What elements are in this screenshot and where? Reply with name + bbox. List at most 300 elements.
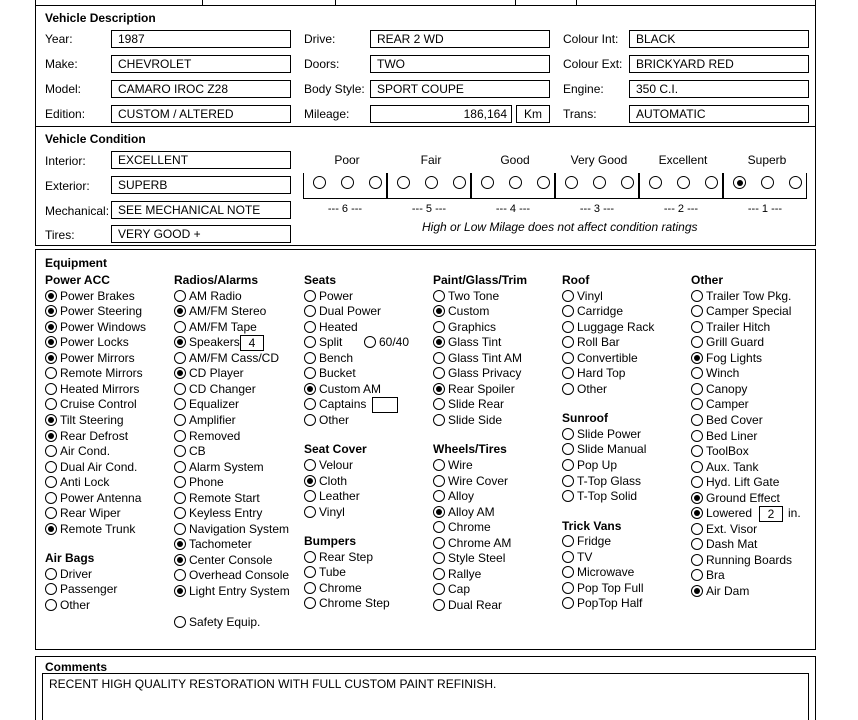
radio-unchecked[interactable] bbox=[433, 459, 445, 471]
make-label: Make: bbox=[45, 57, 78, 71]
radio-unchecked[interactable] bbox=[304, 582, 316, 594]
condition-radio-4[interactable] bbox=[425, 176, 438, 189]
radio-unchecked[interactable] bbox=[174, 445, 186, 457]
equipment-option[interactable] bbox=[174, 289, 302, 304]
radio-unchecked[interactable] bbox=[304, 414, 316, 426]
condition-radio-5[interactable] bbox=[453, 176, 466, 189]
radio-unchecked[interactable] bbox=[174, 414, 186, 426]
radio-unchecked[interactable] bbox=[691, 476, 703, 488]
equipment-option[interactable] bbox=[562, 442, 690, 457]
model-field[interactable]: CAMARO IROC Z28 bbox=[111, 80, 291, 98]
equipment-option-label: Dual Power bbox=[319, 304, 382, 319]
equipment-option[interactable] bbox=[433, 598, 561, 613]
equipment-option[interactable] bbox=[304, 304, 432, 319]
equipment-option[interactable] bbox=[45, 567, 173, 582]
radio-checked[interactable] bbox=[45, 305, 57, 317]
equipment-option[interactable] bbox=[691, 289, 819, 304]
make-field[interactable]: CHEVROLET bbox=[111, 55, 291, 73]
equipment-group-head: Seats bbox=[304, 273, 337, 287]
condition-label-5: Superb bbox=[747, 153, 787, 167]
equipment-group-head: Trick Vans bbox=[562, 518, 622, 533]
radio-unchecked[interactable] bbox=[304, 459, 316, 471]
equipment-option[interactable] bbox=[433, 351, 561, 366]
equipment-option[interactable] bbox=[45, 289, 173, 304]
radio-unchecked[interactable] bbox=[562, 290, 574, 302]
condition-radio-8[interactable] bbox=[537, 176, 550, 189]
radio-unchecked[interactable] bbox=[433, 367, 445, 379]
equipment-option[interactable] bbox=[562, 534, 690, 549]
radio-unchecked[interactable] bbox=[691, 523, 703, 535]
equipment-option[interactable] bbox=[174, 475, 302, 490]
equipment-option[interactable] bbox=[45, 382, 173, 397]
condition-label-3: Very Good bbox=[570, 153, 628, 167]
equipment-option-label: Style Steel bbox=[448, 551, 506, 566]
equipment-option[interactable] bbox=[45, 397, 173, 412]
equipment-option[interactable] bbox=[45, 444, 173, 459]
equipment-option-label: Velour bbox=[319, 458, 354, 473]
radio-checked[interactable] bbox=[45, 336, 57, 348]
radio-checked[interactable] bbox=[174, 336, 186, 348]
equipment-option-label: Remote Trunk bbox=[60, 521, 136, 536]
radio-unchecked[interactable] bbox=[562, 321, 574, 333]
equipment-option[interactable] bbox=[304, 565, 432, 580]
equipment-option[interactable] bbox=[174, 506, 302, 521]
equipment-option[interactable] bbox=[433, 505, 561, 520]
radio-unchecked[interactable] bbox=[304, 321, 316, 333]
equipment-value-box[interactable] bbox=[372, 397, 398, 413]
equipment-option-label: ToolBox bbox=[706, 444, 749, 459]
radio-unchecked[interactable] bbox=[45, 445, 57, 457]
equipment-option[interactable] bbox=[304, 505, 432, 520]
equipment-option[interactable] bbox=[174, 522, 302, 537]
colour-int-field[interactable]: BLACK bbox=[629, 30, 809, 48]
equipment-option[interactable] bbox=[691, 320, 819, 335]
condition-radio-0[interactable] bbox=[313, 176, 326, 189]
equipment-option[interactable] bbox=[433, 520, 561, 535]
radio-unchecked[interactable] bbox=[174, 616, 186, 628]
trans-field[interactable]: AUTOMATIC bbox=[629, 105, 809, 123]
radio-unchecked[interactable] bbox=[433, 583, 445, 595]
equipment-option[interactable] bbox=[45, 304, 173, 319]
equipment-option-label: Alloy AM bbox=[448, 504, 495, 519]
radio-checked[interactable] bbox=[45, 321, 57, 333]
equipment-option[interactable] bbox=[562, 489, 690, 504]
equipment-option[interactable] bbox=[174, 304, 302, 319]
radio-unchecked[interactable] bbox=[562, 367, 574, 379]
year-field[interactable]: 1987 bbox=[111, 30, 291, 48]
equipment-option-label: Leather bbox=[319, 489, 360, 504]
equipment-option[interactable] bbox=[364, 335, 424, 350]
radio-unchecked[interactable] bbox=[562, 305, 574, 317]
equipment-group-head: Seat Cover bbox=[304, 442, 367, 457]
radio-unchecked[interactable] bbox=[562, 352, 574, 364]
radio-unchecked[interactable] bbox=[174, 321, 186, 333]
equipment-option[interactable] bbox=[562, 427, 690, 442]
equipment-option[interactable] bbox=[433, 413, 561, 428]
condition-radio-7[interactable] bbox=[509, 176, 522, 189]
radio-checked[interactable] bbox=[304, 475, 316, 487]
radio-unchecked[interactable] bbox=[433, 552, 445, 564]
equipment-option-label: Tilt Steering bbox=[60, 412, 124, 427]
radio-checked[interactable] bbox=[45, 523, 57, 535]
equipment-option[interactable] bbox=[691, 335, 819, 350]
equipment-option[interactable] bbox=[691, 382, 819, 397]
condition-radio-1[interactable] bbox=[341, 176, 354, 189]
condition-radio-9[interactable] bbox=[565, 176, 578, 189]
radio-unchecked[interactable] bbox=[304, 305, 316, 317]
equipment-option[interactable] bbox=[304, 596, 432, 611]
radio-checked[interactable] bbox=[45, 290, 57, 302]
radio-unchecked[interactable] bbox=[45, 476, 57, 488]
equipment-option[interactable] bbox=[174, 335, 302, 350]
equipment-option[interactable] bbox=[691, 491, 819, 506]
equipment-option[interactable] bbox=[691, 351, 819, 366]
equipment-option[interactable] bbox=[562, 320, 690, 335]
equipment-option[interactable] bbox=[433, 320, 561, 335]
radio-unchecked[interactable] bbox=[304, 566, 316, 578]
radio-unchecked[interactable] bbox=[304, 597, 316, 609]
equipment-option[interactable] bbox=[45, 475, 173, 490]
radio-unchecked[interactable] bbox=[691, 321, 703, 333]
radio-unchecked[interactable] bbox=[304, 398, 316, 410]
equipment-option[interactable] bbox=[45, 366, 173, 381]
equipment-option-label: Rear Wiper bbox=[60, 506, 121, 521]
equipment-option[interactable] bbox=[562, 289, 690, 304]
radio-unchecked[interactable] bbox=[174, 383, 186, 395]
radio-checked[interactable] bbox=[691, 507, 703, 519]
radio-unchecked[interactable] bbox=[562, 475, 574, 487]
radio-unchecked[interactable] bbox=[45, 398, 57, 410]
equipment-option[interactable] bbox=[304, 413, 432, 428]
radio-unchecked[interactable] bbox=[562, 336, 574, 348]
condition-radio-2[interactable] bbox=[369, 176, 382, 189]
equipment-option[interactable] bbox=[174, 382, 302, 397]
equipment-option[interactable] bbox=[562, 458, 690, 473]
radio-checked[interactable] bbox=[174, 367, 186, 379]
radio-unchecked[interactable] bbox=[174, 523, 186, 535]
equipment-option[interactable] bbox=[562, 565, 690, 580]
equipment-value-box[interactable]: 2 bbox=[759, 506, 783, 522]
equipment-option[interactable] bbox=[691, 553, 819, 568]
radio-checked[interactable] bbox=[174, 585, 186, 597]
radio-unchecked[interactable] bbox=[433, 568, 445, 580]
condition-radio-15[interactable] bbox=[733, 176, 746, 189]
equipment-option[interactable] bbox=[433, 551, 561, 566]
equipment-option[interactable] bbox=[691, 568, 819, 583]
equipment-group-head: Other bbox=[691, 273, 724, 287]
radio-checked[interactable] bbox=[433, 383, 445, 395]
radio-unchecked[interactable] bbox=[433, 290, 445, 302]
equipment-option[interactable] bbox=[691, 366, 819, 381]
equipment-option[interactable] bbox=[433, 582, 561, 597]
radio-unchecked[interactable] bbox=[45, 583, 57, 595]
radio-unchecked[interactable] bbox=[174, 398, 186, 410]
radio-unchecked[interactable] bbox=[433, 414, 445, 426]
equipment-option[interactable] bbox=[174, 351, 302, 366]
radio-checked[interactable] bbox=[691, 352, 703, 364]
radio-checked[interactable] bbox=[691, 492, 703, 504]
equipment-option[interactable] bbox=[433, 289, 561, 304]
equipment-option-label: Canopy bbox=[706, 381, 748, 396]
equipment-option[interactable] bbox=[174, 568, 302, 583]
radio-unchecked[interactable] bbox=[45, 383, 57, 395]
equipment-option[interactable] bbox=[304, 458, 432, 473]
radio-unchecked[interactable] bbox=[691, 430, 703, 442]
equipment-option[interactable] bbox=[691, 397, 819, 412]
equipment-option[interactable] bbox=[45, 413, 173, 428]
equipment-option[interactable] bbox=[304, 366, 432, 381]
radio-unchecked[interactable] bbox=[691, 445, 703, 457]
equipment-option[interactable] bbox=[174, 413, 302, 428]
condition-radio-11[interactable] bbox=[621, 176, 634, 189]
radio-unchecked[interactable] bbox=[691, 569, 703, 581]
equipment-option[interactable] bbox=[433, 382, 561, 397]
equipment-option[interactable] bbox=[304, 351, 432, 366]
equipment-option[interactable] bbox=[174, 584, 302, 599]
equipment-option[interactable] bbox=[174, 320, 302, 335]
equipment-option[interactable] bbox=[433, 366, 561, 381]
radio-unchecked[interactable] bbox=[174, 352, 186, 364]
equipment-option-label: Power Brakes bbox=[60, 288, 135, 303]
equipment-option[interactable] bbox=[45, 506, 173, 521]
radio-unchecked[interactable] bbox=[433, 321, 445, 333]
equipment-option[interactable] bbox=[433, 567, 561, 582]
radio-unchecked[interactable] bbox=[562, 551, 574, 563]
condition-radio-10[interactable] bbox=[593, 176, 606, 189]
radio-checked[interactable] bbox=[45, 430, 57, 442]
equipment-option[interactable] bbox=[562, 304, 690, 319]
radio-unchecked[interactable] bbox=[562, 428, 574, 440]
equipment-option[interactable] bbox=[691, 475, 819, 490]
equipment-option[interactable] bbox=[433, 474, 561, 489]
equipment-option[interactable] bbox=[691, 413, 819, 428]
equipment-option[interactable] bbox=[691, 537, 819, 552]
radio-unchecked[interactable] bbox=[45, 599, 57, 611]
equipment-option[interactable] bbox=[45, 522, 173, 537]
equipment-option[interactable] bbox=[45, 320, 173, 335]
equipment-option[interactable] bbox=[691, 522, 819, 537]
equipment-option[interactable] bbox=[691, 304, 819, 319]
radio-unchecked[interactable] bbox=[174, 290, 186, 302]
radio-checked[interactable] bbox=[174, 554, 186, 566]
body-style-field[interactable]: SPORT COUPE bbox=[370, 80, 550, 98]
condition-radio-16[interactable] bbox=[761, 176, 774, 189]
radio-checked[interactable] bbox=[433, 336, 445, 348]
radio-checked[interactable] bbox=[174, 538, 186, 550]
equipment-option[interactable] bbox=[174, 444, 302, 459]
equipment-option[interactable] bbox=[433, 397, 561, 412]
condition-label-0: Poor bbox=[334, 153, 360, 167]
equipment-option[interactable] bbox=[45, 460, 173, 475]
radio-unchecked[interactable] bbox=[562, 597, 574, 609]
equipment-option[interactable] bbox=[562, 550, 690, 565]
equipment-option[interactable] bbox=[562, 351, 690, 366]
radio-unchecked[interactable] bbox=[45, 367, 57, 379]
equipment-option[interactable] bbox=[45, 598, 173, 613]
equipment-option[interactable] bbox=[691, 584, 819, 599]
equipment-option-label: Safety Equip. bbox=[189, 615, 261, 630]
condition-radio-14[interactable] bbox=[705, 176, 718, 189]
radio-unchecked[interactable] bbox=[691, 383, 703, 395]
equipment-option[interactable] bbox=[562, 366, 690, 381]
radio-checked[interactable] bbox=[433, 305, 445, 317]
equipment-option[interactable] bbox=[45, 582, 173, 597]
mechanical-field[interactable]: SEE MECHANICAL NOTE bbox=[111, 201, 291, 219]
equipment-option[interactable] bbox=[304, 550, 432, 565]
equipment-option-label: Tube bbox=[319, 565, 346, 580]
equipment-value-box[interactable]: 4 bbox=[240, 335, 264, 351]
equipment-option[interactable] bbox=[174, 429, 302, 444]
radio-unchecked[interactable] bbox=[433, 490, 445, 502]
tires-field[interactable]: VERY GOOD + bbox=[111, 225, 291, 243]
equipment-option[interactable] bbox=[304, 397, 432, 412]
radio-unchecked[interactable] bbox=[562, 535, 574, 547]
radio-unchecked[interactable] bbox=[174, 430, 186, 442]
equipment-group-head: Roof bbox=[562, 273, 590, 287]
colour-ext-field[interactable]: BRICKYARD RED bbox=[629, 55, 809, 73]
radio-unchecked[interactable] bbox=[691, 336, 703, 348]
radio-unchecked[interactable] bbox=[433, 521, 445, 533]
doors-field[interactable]: TWO bbox=[370, 55, 550, 73]
radio-unchecked[interactable] bbox=[364, 336, 376, 348]
drive-field[interactable]: REAR 2 WD bbox=[370, 30, 550, 48]
condition-radio-17[interactable] bbox=[789, 176, 802, 189]
equipment-option[interactable] bbox=[562, 335, 690, 350]
radio-unchecked[interactable] bbox=[691, 554, 703, 566]
exterior-field[interactable]: SUPERB bbox=[111, 176, 291, 194]
equipment-option[interactable] bbox=[45, 335, 173, 350]
radio-unchecked[interactable] bbox=[562, 490, 574, 502]
condition-rank-2: --- 4 --- bbox=[495, 203, 531, 215]
equipment-option-label: Captains bbox=[319, 397, 367, 412]
radio-unchecked[interactable] bbox=[304, 367, 316, 379]
equipment-option[interactable] bbox=[174, 366, 302, 381]
radio-unchecked[interactable] bbox=[691, 414, 703, 426]
radio-unchecked[interactable] bbox=[562, 383, 574, 395]
radio-checked[interactable] bbox=[433, 506, 445, 518]
equipment-option-label: Amplifier bbox=[189, 412, 236, 427]
vehicle-description-panel bbox=[35, 5, 816, 127]
radio-checked[interactable] bbox=[691, 585, 703, 597]
condition-radio-6[interactable] bbox=[481, 176, 494, 189]
radio-unchecked[interactable] bbox=[174, 461, 186, 473]
radio-unchecked[interactable] bbox=[304, 506, 316, 518]
equipment-option[interactable] bbox=[433, 489, 561, 504]
condition-radio-3[interactable] bbox=[397, 176, 410, 189]
equipment-option[interactable] bbox=[433, 458, 561, 473]
radio-unchecked[interactable] bbox=[433, 398, 445, 410]
edition-field[interactable]: CUSTOM / ALTERED bbox=[111, 105, 291, 123]
equipment-option[interactable] bbox=[304, 289, 432, 304]
condition-note: High or Low Milage does not affect condition ratings bbox=[422, 220, 698, 234]
equipment-option[interactable] bbox=[174, 615, 302, 630]
equipment-option-label: Other bbox=[319, 412, 350, 427]
equipment-option[interactable] bbox=[562, 581, 690, 596]
equipment-option[interactable] bbox=[691, 460, 819, 475]
equipment-option-label: AM Radio bbox=[189, 288, 242, 303]
equipment-option-label: Overhead Console bbox=[189, 568, 290, 583]
radio-unchecked[interactable] bbox=[433, 352, 445, 364]
equipment-option[interactable] bbox=[174, 397, 302, 412]
mileage-field[interactable]: 186,164 bbox=[370, 105, 512, 123]
radio-unchecked[interactable] bbox=[562, 582, 574, 594]
equipment-option[interactable] bbox=[45, 429, 173, 444]
equipment-option[interactable] bbox=[304, 474, 432, 489]
equipment-option[interactable] bbox=[433, 335, 561, 350]
radio-unchecked[interactable] bbox=[691, 398, 703, 410]
equipment-option-label: Luggage Rack bbox=[577, 319, 655, 334]
radio-unchecked[interactable] bbox=[691, 538, 703, 550]
equipment-option[interactable] bbox=[691, 429, 819, 444]
radio-unchecked[interactable] bbox=[45, 568, 57, 580]
radio-unchecked[interactable] bbox=[174, 492, 186, 504]
equipment-option-label: Anti Lock bbox=[60, 475, 110, 490]
radio-unchecked[interactable] bbox=[45, 492, 57, 504]
radio-unchecked[interactable] bbox=[433, 537, 445, 549]
condition-radio-12[interactable] bbox=[649, 176, 662, 189]
equipment-option-label: CD Player bbox=[189, 366, 244, 381]
equipment-option[interactable] bbox=[174, 491, 302, 506]
radio-unchecked[interactable] bbox=[304, 352, 316, 364]
equipment-option[interactable] bbox=[562, 382, 690, 397]
radio-unchecked[interactable] bbox=[691, 290, 703, 302]
interior-field[interactable]: EXCELLENT bbox=[111, 151, 291, 169]
radio-checked[interactable] bbox=[304, 383, 316, 395]
radio-unchecked[interactable] bbox=[174, 507, 186, 519]
radio-checked[interactable] bbox=[45, 352, 57, 364]
equipment-option[interactable] bbox=[691, 444, 819, 459]
equipment-option[interactable] bbox=[562, 596, 690, 611]
equipment-option[interactable] bbox=[433, 536, 561, 551]
equipment-option[interactable] bbox=[304, 489, 432, 504]
radio-unchecked[interactable] bbox=[45, 507, 57, 519]
equipment-option[interactable] bbox=[304, 320, 432, 335]
radio-unchecked[interactable] bbox=[691, 305, 703, 317]
equipment-option-label: Driver bbox=[60, 566, 92, 581]
radio-unchecked[interactable] bbox=[562, 443, 574, 455]
equipment-option[interactable] bbox=[562, 474, 690, 489]
equipment-option[interactable] bbox=[45, 351, 173, 366]
radio-checked[interactable] bbox=[45, 414, 57, 426]
radio-unchecked[interactable] bbox=[304, 336, 316, 348]
radio-unchecked[interactable] bbox=[45, 461, 57, 473]
radio-unchecked[interactable] bbox=[304, 290, 316, 302]
equipment-option-label: Rear Spoiler bbox=[448, 381, 515, 396]
equipment-option[interactable] bbox=[433, 304, 561, 319]
equipment-option[interactable] bbox=[304, 581, 432, 596]
condition-radio-13[interactable] bbox=[677, 176, 690, 189]
radio-unchecked[interactable] bbox=[174, 569, 186, 581]
radio-unchecked[interactable] bbox=[691, 461, 703, 473]
equipment-option[interactable] bbox=[174, 537, 302, 552]
radio-unchecked[interactable] bbox=[304, 551, 316, 563]
radio-unchecked[interactable] bbox=[304, 490, 316, 502]
radio-unchecked[interactable] bbox=[562, 566, 574, 578]
equipment-option[interactable] bbox=[174, 460, 302, 475]
engine-field[interactable]: 350 C.I. bbox=[629, 80, 809, 98]
equipment-option[interactable] bbox=[45, 491, 173, 506]
radio-checked[interactable] bbox=[174, 305, 186, 317]
equipment-option[interactable] bbox=[174, 553, 302, 568]
radio-unchecked[interactable] bbox=[174, 476, 186, 488]
radio-unchecked[interactable] bbox=[691, 367, 703, 379]
radio-unchecked[interactable] bbox=[562, 459, 574, 471]
radio-unchecked[interactable] bbox=[433, 599, 445, 611]
comments-box[interactable] bbox=[42, 673, 809, 720]
equipment-option-label: Camper Special bbox=[706, 304, 792, 319]
radio-unchecked[interactable] bbox=[433, 475, 445, 487]
equipment-option[interactable] bbox=[304, 382, 432, 397]
